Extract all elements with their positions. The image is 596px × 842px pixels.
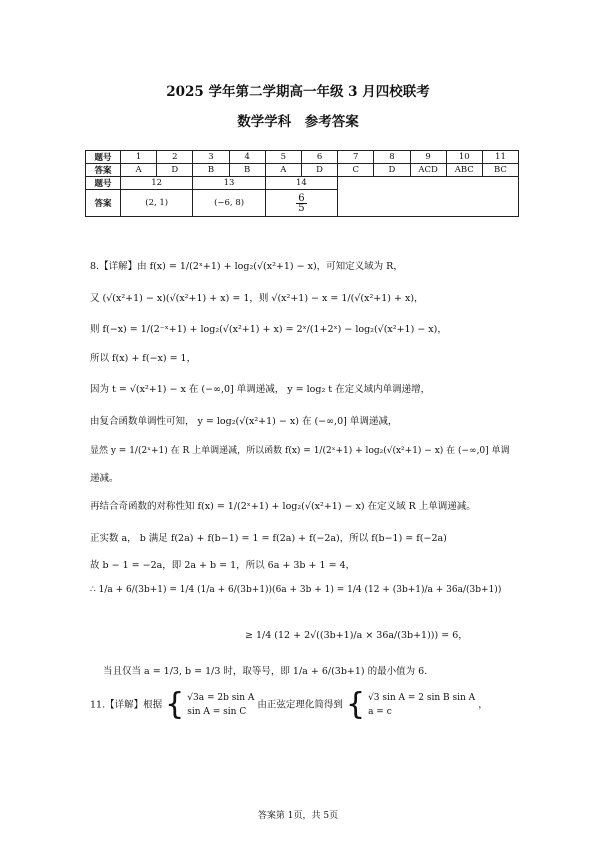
solution-line: 故 b − 1 = −2a，即 2a + b = 1，所以 6a + 3b + 1 = 4， — [90, 560, 356, 571]
solution-line: 当且仅当 a = 1/3, b = 1/3 时，取等号，即 1/a + 6/(3b+1) 的最小值为 6. — [103, 666, 428, 677]
solution-line: 所以 f(x) + f(−x) = 1， — [90, 353, 197, 364]
solution-line: 显然 y = 1/(2ˣ+1) 在 R 上单调递减，所以函数 f(x) = 1/(2ˣ+1) + log₂(√(x²+1) − x) 在 (−∞,0] 单调 — [90, 446, 510, 456]
answer-cell: D — [301, 164, 337, 177]
answer-cell: ABC — [446, 164, 482, 177]
question-number: 11 — [482, 151, 518, 164]
equation: a = c — [368, 707, 392, 717]
answer-cell: B — [229, 164, 265, 177]
solution-line: 因为 t = √(x²+1) − x 在 (−∞,0] 单调递减， y = log₂ t 在定义域内单调递增， — [90, 384, 431, 395]
solution-line: 正实数 a， b 满足 f(2a) + f(b−1) = 1 = f(2a) + f(−2a)，所以 f(b−1) = f(−2a) — [90, 533, 447, 544]
fraction: $\frac{6}{5}$ — [298, 192, 305, 214]
line-text: 11.【详解】根据 — [90, 699, 163, 711]
solution-line: 由复合函数单调性可知， y = log₂(√(x²+1) − x) 在 (−∞,0] 单调递减， — [90, 416, 398, 427]
table-row-numbers-2 — [86, 177, 519, 190]
question-number: 14 — [265, 177, 337, 190]
question-number: 6 — [301, 151, 337, 164]
solution-line-11 — [90, 687, 488, 722]
equation-system — [187, 691, 254, 719]
solution-line: ≥ 1/4 (12 + 2√((3b+1)/a × 36a/(3b+1))) = 6， — [245, 630, 468, 641]
question-number: 10 — [446, 151, 482, 164]
answer-cell: B — [193, 164, 229, 177]
brace-icon: { — [345, 687, 366, 722]
page-title: 2025 学年第二学期高一年级 3 月四校联考 — [166, 84, 430, 100]
brace-icon: { — [165, 687, 185, 722]
table-row-answers-1 — [86, 164, 519, 177]
solution-line: 8.【详解】由 f(x) = 1/(2ˣ+1) + log₂(√(x²+1) − x)，可知定义域为 R， — [90, 261, 403, 272]
question-number: 4 — [229, 151, 265, 164]
question-label: 题号 — [86, 177, 121, 190]
page-footer: 答案第 1页，共 5页 — [257, 811, 339, 821]
empty-cell — [338, 177, 519, 217]
question-number: 13 — [193, 177, 265, 190]
line-text: ， — [478, 699, 488, 711]
answer-label: 答案 — [86, 190, 121, 217]
answer-cell: A — [121, 164, 157, 177]
question-number: 2 — [157, 151, 193, 164]
answer-cell: (2, 1) — [121, 190, 193, 217]
question-label: 题号 — [86, 151, 121, 164]
solution-line: 则 f(−x) = 1/(2⁻ˣ+1) + log₂(√(x²+1) + x) = 2ˣ/(1+2ˣ) − log₂(√(x²+1) − x)， — [90, 324, 447, 335]
answer-cell: (−6, 8) — [193, 190, 265, 217]
answer-cell: C — [338, 164, 374, 177]
solution-line: ∴ 1/a + 6/(3b+1) = 1/4 (1/a + 6/(3b+1))(6a + 3b + 1) = 1/4 (12 + (3b+1)/a + 36a/(3b+1)) — [90, 585, 502, 595]
answer-cell-fraction — [265, 190, 337, 217]
equation-system — [368, 691, 475, 719]
answer-cell: D — [157, 164, 193, 177]
equation: √3 sin A = 2 sin B sin A — [368, 693, 476, 703]
solution-line: 又 (√(x²+1) − x)(√(x²+1) + x) = 1，则 √(x²+1) − x = 1/(√(x²+1) + x)， — [90, 293, 424, 304]
line-text: 由正弦定理化简得到 — [257, 699, 343, 711]
answer-cell: A — [265, 164, 301, 177]
answer-label: 答案 — [86, 164, 121, 177]
answer-cell: D — [374, 164, 410, 177]
question-number: 3 — [193, 151, 229, 164]
answer-table — [85, 150, 519, 217]
question-number: 7 — [338, 151, 374, 164]
question-number: 8 — [374, 151, 410, 164]
question-number: 1 — [121, 151, 157, 164]
equation: sin A = sin C — [187, 707, 247, 717]
solution-line: 再结合奇函数的对称性知 f(x) = 1/(2ˣ+1) + log₂(√(x²+1) − x) 在定义域 R 上单调递减。 — [90, 501, 476, 512]
question-number: 5 — [265, 151, 301, 164]
page-subtitle: 数学学科 参考答案 — [237, 114, 359, 130]
answer-cell: BC — [482, 164, 518, 177]
solution-line: 递减。 — [90, 473, 119, 484]
question-number: 9 — [410, 151, 446, 164]
question-number: 12 — [121, 177, 193, 190]
table-row-numbers-1 — [86, 151, 519, 164]
answer-cell: ACD — [410, 164, 446, 177]
equation: √3a = 2b sin A — [187, 693, 255, 703]
